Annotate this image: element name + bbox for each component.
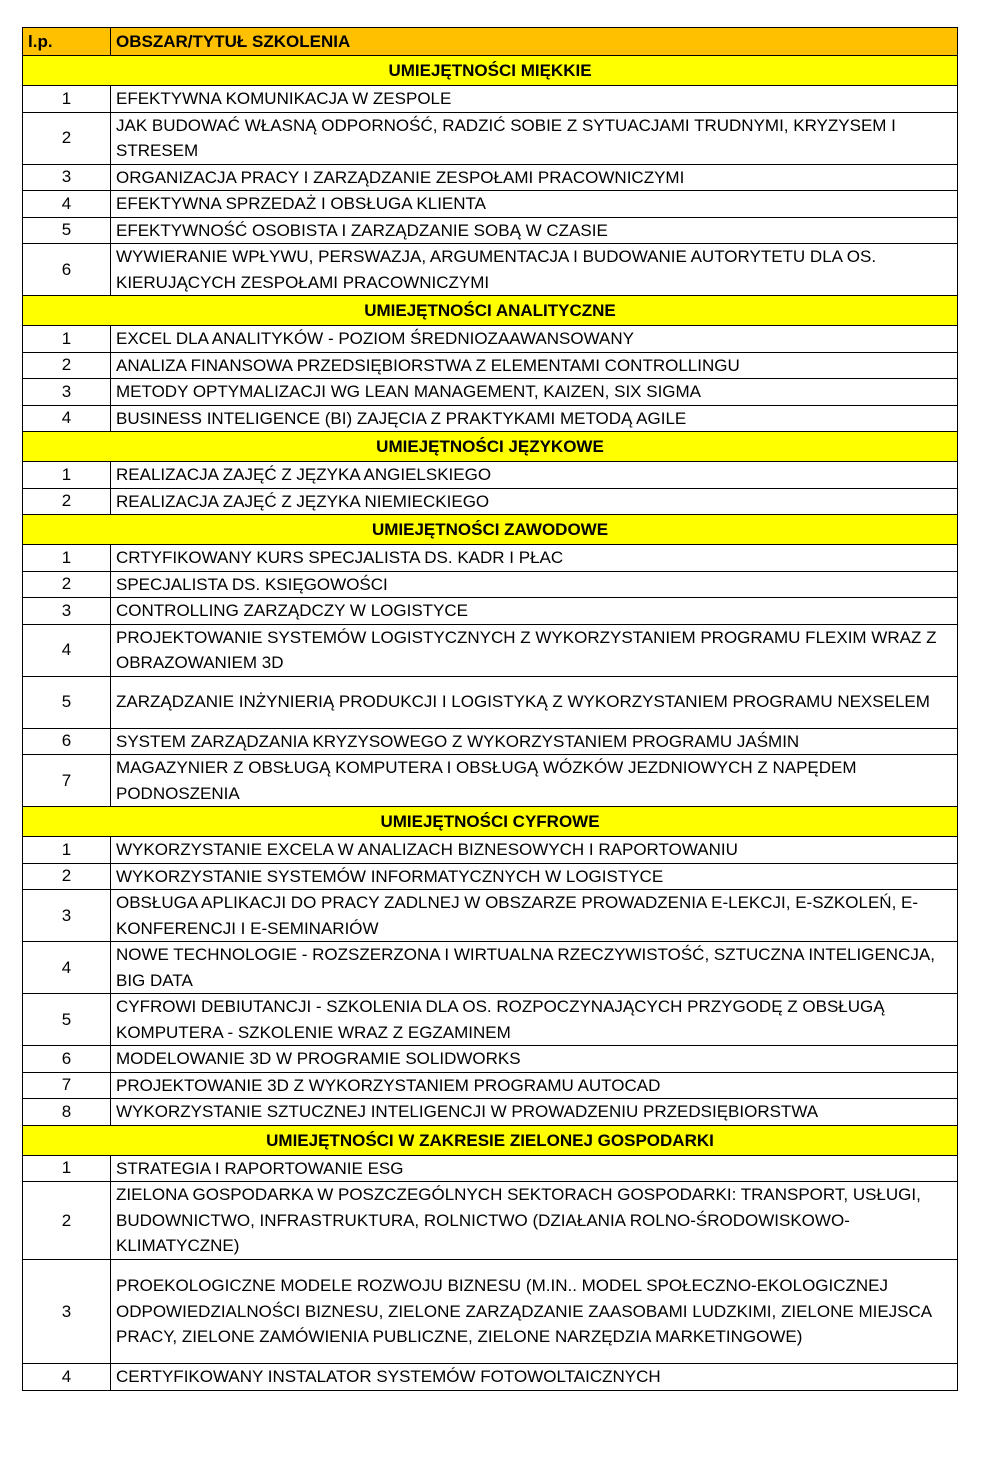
header-no: l.p. xyxy=(23,28,111,56)
row-number: 5 xyxy=(23,676,111,728)
category-title: UMIEJĘTNOŚCI ZAWODOWE xyxy=(23,515,958,545)
row-title: REALIZACJA ZAJĘĆ Z JĘZYKA ANGIELSKIEGO xyxy=(111,462,958,489)
row-title: PROJEKTOWANIE SYSTEMÓW LOGISTYCZNYCH Z WYKORZYSTANIEM PROGRAMU FLEXIM WRAZ Z OBRAZOWANIEM 3D xyxy=(111,624,958,676)
row-number: 6 xyxy=(23,728,111,755)
row-title: METODY OPTYMALIZACJI WG LEAN MANAGEMENT, KAIZEN, SIX SIGMA xyxy=(111,379,958,406)
table-header xyxy=(23,28,958,56)
category-row xyxy=(23,807,958,837)
row-title: NOWE TECHNOLOGIE - ROZSZERZONA I WIRTUALNA RZECZYWISTOŚĆ, SZTUCZNA INTELIGENCJA, BIG DATA xyxy=(111,942,958,994)
category-row xyxy=(23,56,958,86)
row-number: 7 xyxy=(23,1072,111,1099)
row-number: 3 xyxy=(23,379,111,406)
table-row xyxy=(23,598,958,625)
row-title: MAGAZYNIER Z OBSŁUGĄ KOMPUTERA I OBSŁUGĄ WÓZKÓW JEZDNIOWYCH Z NAPĘDEM PODNOSZENIA xyxy=(111,755,958,807)
row-number: 3 xyxy=(23,598,111,625)
row-number: 3 xyxy=(23,890,111,942)
table-row xyxy=(23,244,958,296)
row-title: EFEKTYWNA SPRZEDAŻ I OBSŁUGA KLIENTA xyxy=(111,191,958,218)
table-row xyxy=(23,1099,958,1126)
row-number: 3 xyxy=(23,1260,111,1364)
row-title: BUSINESS INTELIGENCE (BI) ZAJĘCIA Z PRAKTYKAMI METODĄ AGILE xyxy=(111,405,958,432)
category-title: UMIEJĘTNOŚCI CYFROWE xyxy=(23,807,958,837)
table-row xyxy=(23,545,958,572)
row-number: 6 xyxy=(23,1046,111,1073)
table-row xyxy=(23,755,958,807)
row-title: WYKORZYSTANIE EXCELA W ANALIZACH BIZNESOWYCH I RAPORTOWANIU xyxy=(111,837,958,864)
row-title: ZARZĄDZANIE INŻYNIERIĄ PRODUKCJI I LOGISTYKĄ Z WYKORZYSTANIEM PROGRAMU NEXSELEM xyxy=(111,676,958,728)
table-row xyxy=(23,1182,958,1260)
table-row xyxy=(23,728,958,755)
row-title: EFEKTYWNOŚĆ OSOBISTA I ZARZĄDZANIE SOBĄ W CZASIE xyxy=(111,217,958,244)
row-number: 2 xyxy=(23,488,111,515)
table-row xyxy=(23,624,958,676)
category-title: UMIEJĘTNOŚCI MIĘKKIE xyxy=(23,56,958,86)
table-row xyxy=(23,488,958,515)
row-number: 4 xyxy=(23,942,111,994)
row-title: EXCEL DLA ANALITYKÓW - POZIOM ŚREDNIOZAAWANSOWANY xyxy=(111,326,958,353)
row-title: REALIZACJA ZAJĘĆ Z JĘZYKA NIEMIECKIEGO xyxy=(111,488,958,515)
row-title: WYKORZYSTANIE SYSTEMÓW INFORMATYCZNYCH W LOGISTYCE xyxy=(111,863,958,890)
table-row xyxy=(23,405,958,432)
category-title: UMIEJĘTNOŚCI ANALITYCZNE xyxy=(23,296,958,326)
row-number: 3 xyxy=(23,164,111,191)
row-title: PROJEKTOWANIE 3D Z WYKORZYSTANIEM PROGRAMU AUTOCAD xyxy=(111,1072,958,1099)
row-number: 1 xyxy=(23,462,111,489)
row-number: 7 xyxy=(23,755,111,807)
table-row xyxy=(23,890,958,942)
table-row xyxy=(23,1046,958,1073)
table-row xyxy=(23,994,958,1046)
category-title: UMIEJĘTNOŚCI JĘZYKOWE xyxy=(23,432,958,462)
row-title: CYFROWI DEBIUTANCJI - SZKOLENIA DLA OS. ROZPOCZYNAJĄCYCH PRZYGODĘ Z OBSŁUGĄ KOMPUTERA - SZKOLENIE WRAZ Z EGZAMINEM xyxy=(111,994,958,1046)
row-title: MODELOWANIE 3D W PROGRAMIE SOLIDWORKS xyxy=(111,1046,958,1073)
row-title: SYSTEM ZARZĄDZANIA KRYZYSOWEGO Z WYKORZYSTANIEM PROGRAMU JAŚMIN xyxy=(111,728,958,755)
row-number: 8 xyxy=(23,1099,111,1126)
table-row xyxy=(23,462,958,489)
row-number: 4 xyxy=(23,405,111,432)
row-title: JAK BUDOWAĆ WŁASNĄ ODPORNOŚĆ, RADZIĆ SOBIE Z SYTUACJAMI TRUDNYMI, KRYZYSEM I STRESEM xyxy=(111,112,958,164)
row-number: 5 xyxy=(23,994,111,1046)
row-number: 2 xyxy=(23,1182,111,1260)
row-number: 1 xyxy=(23,326,111,353)
row-title: ANALIZA FINANSOWA PRZEDSIĘBIORSTWA Z ELEMENTAMI CONTROLLINGU xyxy=(111,352,958,379)
table-row xyxy=(23,1364,958,1391)
table-row xyxy=(23,837,958,864)
category-row xyxy=(23,515,958,545)
row-number: 4 xyxy=(23,624,111,676)
row-number: 5 xyxy=(23,217,111,244)
row-number: 1 xyxy=(23,86,111,113)
header-title: OBSZAR/TYTUŁ SZKOLENIA xyxy=(111,28,958,56)
table-row xyxy=(23,379,958,406)
row-number: 4 xyxy=(23,191,111,218)
table-row xyxy=(23,1072,958,1099)
table-row xyxy=(23,676,958,728)
row-number: 2 xyxy=(23,112,111,164)
row-number: 6 xyxy=(23,244,111,296)
table-row xyxy=(23,326,958,353)
table-row xyxy=(23,1155,958,1182)
row-number: 1 xyxy=(23,1155,111,1182)
table-row xyxy=(23,191,958,218)
row-title: CONTROLLING ZARZĄDCZY W LOGISTYCE xyxy=(111,598,958,625)
row-title: PROEKOLOGICZNE MODELE ROZWOJU BIZNESU (M.IN.. MODEL SPOŁECZNO-EKOLOGICZNEJ ODPOWIEDZIALNOŚCI BIZNESU, ZIELONE ZARZĄDZANIE ZAASOBAMI LUDZKIMI, ZIELONE MIEJSCA PRACY, ZIELONE ZAMÓWIENIA PUBLICZNE, ZIELONE NARZĘDZIA MARKETINGOWE) xyxy=(111,1260,958,1364)
row-title: CERTYFIKOWANY INSTALATOR SYSTEMÓW FOTOWOLTAICZNYCH xyxy=(111,1364,958,1391)
row-number: 1 xyxy=(23,837,111,864)
category-title: UMIEJĘTNOŚCI W ZAKRESIE ZIELONEJ GOSPODARKI xyxy=(23,1125,958,1155)
training-table xyxy=(22,27,958,1391)
row-number: 1 xyxy=(23,545,111,572)
table-row xyxy=(23,942,958,994)
row-title: STRATEGIA I RAPORTOWANIE ESG xyxy=(111,1155,958,1182)
table-row xyxy=(23,1260,958,1364)
table-row xyxy=(23,112,958,164)
row-title: WYWIERANIE WPŁYWU, PERSWAZJA, ARGUMENTACJA I BUDOWANIE AUTORYTETU DLA OS. KIERUJĄCYCH ZESPOŁAMI PRACOWNICZYMI xyxy=(111,244,958,296)
category-row xyxy=(23,1125,958,1155)
table-row xyxy=(23,352,958,379)
row-title: OBSŁUGA APLIKACJI DO PRACY ZADLNEJ W OBSZARZE PROWADZENIA E-LEKCJI, E-SZKOLEŃ, E-KONFERENCJI I E-SEMINARIÓW xyxy=(111,890,958,942)
table-row xyxy=(23,863,958,890)
row-title: ORGANIZACJA PRACY I ZARZĄDZANIE ZESPOŁAMI PRACOWNICZYMI xyxy=(111,164,958,191)
category-row xyxy=(23,296,958,326)
table-row xyxy=(23,217,958,244)
table-row xyxy=(23,571,958,598)
row-number: 4 xyxy=(23,1364,111,1391)
category-row xyxy=(23,432,958,462)
row-number: 2 xyxy=(23,352,111,379)
row-title: CRTYFIKOWANY KURS SPECJALISTA DS. KADR I PŁAC xyxy=(111,545,958,572)
row-title: WYKORZYSTANIE SZTUCZNEJ INTELIGENCJI W PROWADZENIU PRZEDSIĘBIORSTWA xyxy=(111,1099,958,1126)
row-title: ZIELONA GOSPODARKA W POSZCZEGÓLNYCH SEKTORACH GOSPODARKI: TRANSPORT, USŁUGI, BUDOWNICTWO, INFRASTRUKTURA, ROLNICTWO (DZIAŁANIA ROLNO-ŚRODOWISKOWO-KLIMATYCZNE) xyxy=(111,1182,958,1260)
row-title: EFEKTYWNA KOMUNIKACJA W ZESPOLE xyxy=(111,86,958,113)
row-title: SPECJALISTA DS. KSIĘGOWOŚCI xyxy=(111,571,958,598)
row-number: 2 xyxy=(23,863,111,890)
table-body xyxy=(23,56,958,1391)
row-number: 2 xyxy=(23,571,111,598)
table-row xyxy=(23,164,958,191)
table-row xyxy=(23,86,958,113)
header-row xyxy=(23,28,958,56)
